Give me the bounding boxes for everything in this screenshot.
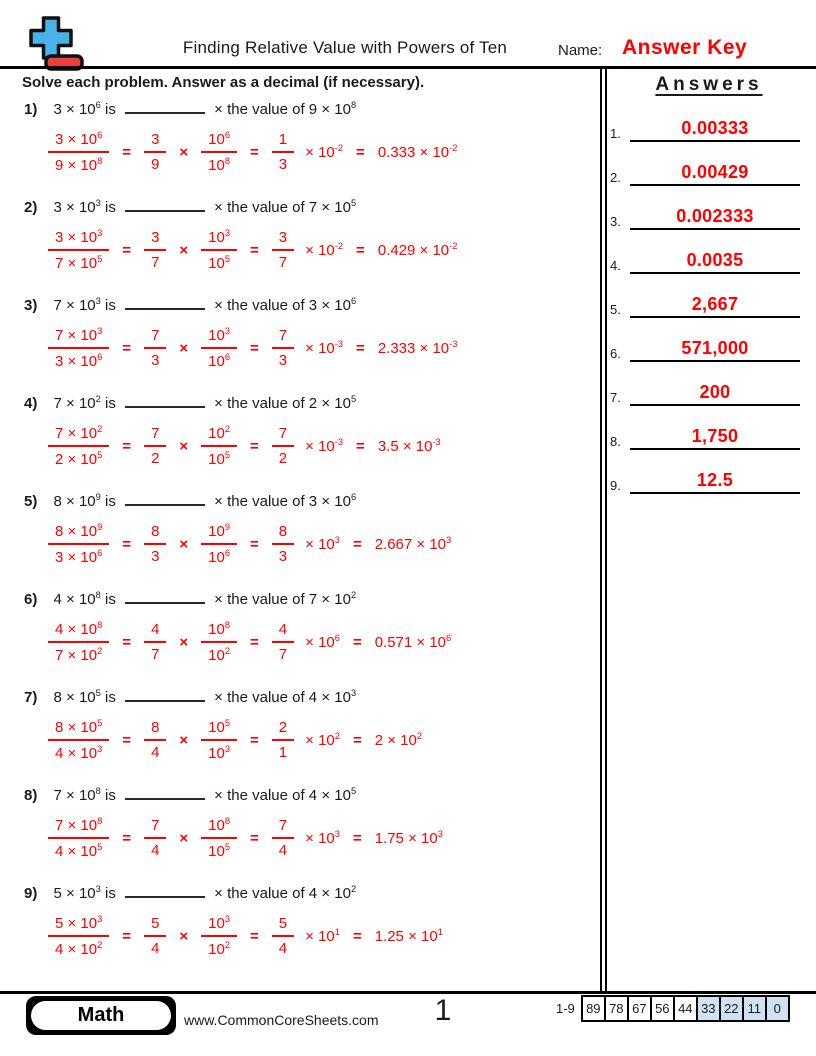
- fraction-simplified: [272, 229, 294, 272]
- solution-result: $3.5 \times 10^{-3}$: [377, 437, 441, 456]
- solution-result: $1.75 \times 10^3$: [374, 829, 443, 848]
- fraction-denominator: $3 \times 10^6$: [55, 548, 103, 567]
- question-line: [24, 100, 594, 124]
- fraction-denominator: 7: [151, 254, 160, 272]
- answer-blank-line: [125, 493, 205, 506]
- problem-number: 1): [24, 101, 38, 118]
- answer-blank-line: [125, 297, 205, 310]
- equals-sign: =: [250, 241, 259, 259]
- subject-badge: [26, 996, 176, 1035]
- answer-value: 0.0035: [686, 250, 744, 270]
- fraction-coefficients: [144, 229, 166, 272]
- equals-sign: =: [352, 535, 362, 553]
- equals-sign: =: [250, 535, 259, 553]
- equals-sign: =: [356, 241, 365, 259]
- times-sign: ×: [179, 927, 189, 945]
- times-sign: ×: [179, 437, 189, 455]
- times-sign: ×: [179, 731, 189, 749]
- solution-result: $2 \times 10^2$: [374, 731, 422, 750]
- answer-row: [610, 374, 808, 406]
- power-term: × $10^2$: [305, 731, 340, 750]
- equals-sign: =: [356, 339, 365, 357]
- fraction-powers: [201, 228, 237, 273]
- fraction-simplified: [272, 327, 294, 370]
- fraction-denominator: $10^5$: [208, 254, 231, 273]
- fraction-numerator: $10^6$: [201, 130, 237, 153]
- answers-heading: Answers: [655, 74, 763, 95]
- answer-line: [630, 294, 800, 318]
- answer-line: [630, 382, 800, 406]
- worked-solution: [48, 718, 594, 763]
- equals-sign: =: [352, 829, 362, 847]
- fraction-original: [48, 718, 109, 763]
- fraction-denominator: 3: [278, 548, 288, 566]
- fraction-denominator: $10^2$: [208, 940, 231, 959]
- question-right: × the value of $3 \times 10^6$: [214, 492, 357, 510]
- equals-sign: =: [250, 143, 259, 161]
- question-line: [24, 688, 594, 712]
- equals-sign: =: [250, 927, 259, 945]
- fraction-numerator: $5 \times 10^3$: [48, 914, 109, 937]
- header-rule: [0, 66, 816, 69]
- question-left: $3 \times 10^3$ is: [53, 198, 116, 216]
- answers-list: [610, 110, 808, 494]
- fraction-numerator: 5: [272, 915, 294, 937]
- power-term: × $10^1$: [305, 927, 340, 946]
- score-cell: 11: [742, 995, 767, 1022]
- answer-line: [630, 118, 800, 142]
- solution-result: $2.333 \times 10^{-3}$: [377, 339, 458, 358]
- problem-number: 2): [24, 199, 38, 216]
- answer-row: [610, 154, 808, 186]
- equals-sign: =: [122, 829, 132, 847]
- answer-number: 5.: [610, 302, 621, 317]
- equals-sign: =: [122, 927, 132, 945]
- equals-sign: =: [250, 731, 259, 749]
- problem-number: 5): [24, 493, 38, 510]
- equals-sign: =: [122, 437, 132, 455]
- answer-line: [630, 206, 800, 230]
- equals-sign: =: [356, 143, 365, 161]
- equals-sign: =: [352, 633, 362, 651]
- power-term: × $10^3$: [305, 829, 340, 848]
- equals-sign: =: [122, 241, 132, 259]
- equals-sign: =: [122, 731, 132, 749]
- fraction-simplified: [272, 817, 294, 860]
- answer-key-label: Answer Key: [622, 36, 748, 59]
- question-right: × the value of $4 \times 10^3$: [214, 688, 357, 706]
- solution-result: $0.429 \times 10^{-2}$: [377, 241, 458, 260]
- instructions-text: Solve each problem. Answer as a decimal (if necessary).: [22, 74, 425, 91]
- times-sign: ×: [179, 535, 189, 553]
- fraction-coefficients: [144, 523, 166, 566]
- fraction-numerator: $7 \times 10^8$: [48, 816, 109, 839]
- website-url: www.CommonCoreSheets.com: [184, 1012, 379, 1028]
- fraction-numerator: 7: [144, 327, 166, 349]
- fraction-coefficients: [144, 131, 166, 174]
- times-sign: ×: [179, 633, 189, 651]
- fraction-original: [48, 522, 109, 567]
- fraction-simplified: [272, 719, 294, 762]
- equals-sign: =: [250, 437, 259, 455]
- score-cell: 56: [650, 995, 675, 1022]
- answer-line: [630, 338, 800, 362]
- fraction-denominator: 3: [278, 156, 288, 174]
- fraction-original: [48, 130, 109, 175]
- answer-row: [610, 286, 808, 318]
- question-left: $7 \times 10^2$ is: [53, 394, 116, 412]
- answer-blank-line: [125, 199, 205, 212]
- plus-minus-logo: [24, 16, 88, 72]
- fraction-numerator: $10^5$: [201, 718, 237, 741]
- answer-number: 6.: [610, 346, 621, 361]
- problem: [24, 688, 594, 786]
- fraction-powers: [201, 326, 237, 371]
- fraction-simplified: [272, 523, 294, 566]
- answer-row: [610, 242, 808, 274]
- fraction-denominator: $4 \times 10^3$: [55, 744, 103, 763]
- question-line: [24, 198, 594, 222]
- fraction-numerator: 8: [144, 719, 166, 741]
- fraction-numerator: $10^8$: [201, 620, 237, 643]
- fraction-denominator: 4: [278, 842, 288, 860]
- score-cell: 44: [673, 995, 698, 1022]
- fraction-numerator: 4: [272, 621, 294, 643]
- fraction-numerator: 7: [272, 817, 294, 839]
- fraction-numerator: $3 \times 10^6$: [48, 130, 109, 153]
- fraction-denominator: $10^6$: [208, 352, 231, 371]
- equals-sign: =: [352, 927, 362, 945]
- fraction-numerator: 4: [144, 621, 166, 643]
- problem-number: 6): [24, 591, 38, 608]
- score-cell: 33: [696, 995, 721, 1022]
- power-term: × $10^{-3}$: [305, 437, 344, 456]
- score-cell: 89: [581, 995, 606, 1022]
- fraction-denominator: $3 \times 10^6$: [55, 352, 103, 371]
- fraction-denominator: 2: [278, 450, 288, 468]
- question-right: × the value of $7 \times 10^2$: [214, 590, 357, 608]
- fraction-numerator: 3: [272, 229, 294, 251]
- answer-number: 1.: [610, 126, 621, 141]
- answer-value: 0.00429: [681, 162, 749, 182]
- worked-solution: [48, 326, 594, 371]
- fraction-numerator: 7: [272, 327, 294, 349]
- times-sign: ×: [179, 143, 189, 161]
- fraction-numerator: $10^8$: [201, 816, 237, 839]
- problem: [24, 590, 594, 688]
- fraction-numerator: 1: [272, 131, 294, 153]
- fraction-numerator: $10^3$: [201, 326, 237, 349]
- column-divider: [600, 68, 607, 992]
- fraction-original: [48, 326, 109, 371]
- fraction-numerator: $10^3$: [201, 914, 237, 937]
- answer-blank-line: [125, 591, 205, 604]
- fraction-denominator: $7 \times 10^5$: [55, 254, 103, 273]
- answer-line: [630, 470, 800, 494]
- problem-number: 8): [24, 787, 38, 804]
- fraction-denominator: 2: [151, 450, 160, 468]
- fraction-denominator: 4: [151, 744, 160, 762]
- answer-number: 2.: [610, 170, 621, 185]
- question-left: $4 \times 10^8$ is: [53, 590, 116, 608]
- power-term: × $10^{-3}$: [305, 339, 344, 358]
- fraction-numerator: 8: [144, 523, 166, 545]
- answers-panel: [610, 74, 808, 494]
- plus-minus-icon: [24, 16, 88, 72]
- answer-line: [630, 162, 800, 186]
- question-right: × the value of $7 \times 10^5$: [214, 198, 357, 216]
- problem-number: 4): [24, 395, 38, 412]
- fraction-simplified: [272, 621, 294, 664]
- fraction-numerator: 7: [272, 425, 294, 447]
- answer-blank-line: [125, 787, 205, 800]
- answer-row: [610, 462, 808, 494]
- score-strip: [556, 995, 790, 1022]
- fraction-coefficients: [144, 817, 166, 860]
- question-right: × the value of $2 \times 10^5$: [214, 394, 357, 412]
- answer-line: [630, 426, 800, 450]
- answer-number: 3.: [610, 214, 621, 229]
- fraction-numerator: $10^2$: [201, 424, 237, 447]
- fraction-numerator: 3: [144, 229, 166, 251]
- fraction-powers: [201, 130, 237, 175]
- fraction-denominator: 4: [278, 940, 288, 958]
- fraction-denominator: $9 \times 10^8$: [55, 156, 103, 175]
- answer-number: 9.: [610, 478, 621, 493]
- answer-value: 0.002333: [676, 206, 754, 226]
- problem: [24, 786, 594, 884]
- answer-blank-line: [125, 395, 205, 408]
- equals-sign: =: [122, 535, 132, 553]
- worked-solution: [48, 130, 594, 175]
- fraction-original: [48, 816, 109, 861]
- solution-result: $2.667 \times 10^3$: [374, 535, 452, 554]
- answer-blank-line: [125, 689, 205, 702]
- fraction-coefficients: [144, 719, 166, 762]
- fraction-powers: [201, 424, 237, 469]
- equals-sign: =: [352, 731, 362, 749]
- fraction-numerator: $10^9$: [201, 522, 237, 545]
- fraction-coefficients: [144, 621, 166, 664]
- solution-result: $0.571 \times 10^6$: [374, 633, 452, 652]
- fraction-numerator: 2: [272, 719, 294, 741]
- fraction-denominator: $4 \times 10^5$: [55, 842, 103, 861]
- fraction-coefficients: [144, 425, 166, 468]
- question-right: × the value of $3 \times 10^6$: [214, 296, 357, 314]
- solution-result: $1.25 \times 10^1$: [374, 927, 443, 946]
- equals-sign: =: [356, 437, 365, 455]
- problem: [24, 492, 594, 590]
- fraction-numerator: $4 \times 10^8$: [48, 620, 109, 643]
- fraction-denominator: $4 \times 10^2$: [55, 940, 103, 959]
- fraction-denominator: 7: [278, 254, 288, 272]
- worked-solution: [48, 424, 594, 469]
- fraction-denominator: 4: [151, 940, 160, 958]
- answer-value: 0.00333: [681, 118, 749, 138]
- answer-number: 4.: [610, 258, 621, 273]
- score-cell: 78: [604, 995, 629, 1022]
- question-line: [24, 492, 594, 516]
- question-left: $7 \times 10^3$ is: [53, 296, 116, 314]
- score-cells: [583, 995, 790, 1022]
- fraction-simplified: [272, 425, 294, 468]
- power-term: × $10^{-2}$: [305, 241, 344, 260]
- fraction-powers: [201, 914, 237, 959]
- answer-number: 8.: [610, 434, 621, 449]
- equals-sign: =: [122, 339, 132, 357]
- question-left: $3 \times 10^6$ is: [53, 100, 116, 118]
- fraction-original: [48, 620, 109, 665]
- answer-blank-line: [125, 885, 205, 898]
- problem: [24, 296, 594, 394]
- solution-result: $0.333 \times 10^{-2}$: [377, 143, 458, 162]
- question-line: [24, 786, 594, 810]
- fraction-denominator: $10^3$: [208, 744, 231, 763]
- answer-value: 12.5: [696, 470, 734, 490]
- fraction-numerator: 7: [144, 425, 166, 447]
- power-term: × $10^3$: [305, 535, 340, 554]
- power-term: × $10^{-2}$: [305, 143, 344, 162]
- equals-sign: =: [250, 829, 259, 847]
- fraction-denominator: 3: [151, 352, 160, 370]
- fraction-denominator: $10^2$: [208, 646, 231, 665]
- question-line: [24, 884, 594, 908]
- problem: [24, 198, 594, 296]
- question-right: × the value of $4 \times 10^5$: [214, 786, 357, 804]
- answer-number: 7.: [610, 390, 621, 405]
- fraction-denominator: $10^5$: [208, 842, 231, 861]
- problem: [24, 394, 594, 492]
- problem: [24, 100, 594, 198]
- answer-row: [610, 418, 808, 450]
- worked-solution: [48, 816, 594, 861]
- problem-number: 7): [24, 689, 38, 706]
- fraction-numerator: 3: [144, 131, 166, 153]
- fraction-numerator: $8 \times 10^9$: [48, 522, 109, 545]
- fraction-powers: [201, 620, 237, 665]
- fraction-numerator: $8 \times 10^5$: [48, 718, 109, 741]
- answer-value: 2,667: [691, 294, 739, 314]
- question-line: [24, 296, 594, 320]
- answer-row: [610, 110, 808, 142]
- page-number: 1: [434, 994, 452, 1027]
- fraction-denominator: $7 \times 10^2$: [55, 646, 103, 665]
- answer-blank-line: [125, 101, 205, 114]
- fraction-simplified: [272, 915, 294, 958]
- fraction-original: [48, 424, 109, 469]
- fraction-numerator: $3 \times 10^3$: [48, 228, 109, 251]
- equals-sign: =: [122, 143, 132, 161]
- question-left: $7 \times 10^8$ is: [53, 786, 116, 804]
- times-sign: ×: [179, 339, 189, 357]
- answer-value: 200: [699, 382, 731, 402]
- fraction-numerator: 7: [144, 817, 166, 839]
- fraction-denominator: 7: [151, 646, 160, 664]
- score-cell: 0: [765, 995, 790, 1022]
- worked-solution: [48, 914, 594, 959]
- fraction-denominator: 7: [278, 646, 288, 664]
- answer-row: [610, 330, 808, 362]
- worked-solution: [48, 228, 594, 273]
- question-left: $5 \times 10^3$ is: [53, 884, 116, 902]
- fraction-denominator: 3: [278, 352, 288, 370]
- question-right: × the value of $9 \times 10^8$: [214, 100, 357, 118]
- equals-sign: =: [122, 633, 132, 651]
- problem-list: [24, 100, 594, 982]
- fraction-denominator: 9: [151, 156, 160, 174]
- fraction-coefficients: [144, 327, 166, 370]
- name-label: Name:: [558, 42, 603, 59]
- worked-solution: [48, 522, 594, 567]
- fraction-powers: [201, 718, 237, 763]
- question-line: [24, 394, 594, 418]
- fraction-coefficients: [144, 915, 166, 958]
- problem: [24, 884, 594, 982]
- worked-solution: [48, 620, 594, 665]
- times-sign: ×: [179, 241, 189, 259]
- fraction-denominator: $10^5$: [208, 450, 231, 469]
- fraction-original: [48, 228, 109, 273]
- fraction-numerator: $7 \times 10^2$: [48, 424, 109, 447]
- problem-number: 3): [24, 297, 38, 314]
- fraction-numerator: $10^3$: [201, 228, 237, 251]
- times-sign: ×: [179, 829, 189, 847]
- score-cell: 67: [627, 995, 652, 1022]
- fraction-denominator: 1: [278, 744, 288, 762]
- question-left: $8 \times 10^9$ is: [53, 492, 116, 510]
- question-line: [24, 590, 594, 614]
- equals-sign: =: [250, 339, 259, 357]
- subject-label: Math: [31, 1001, 171, 1030]
- fraction-denominator: 4: [151, 842, 160, 860]
- question-right: × the value of $4 \times 10^2$: [214, 884, 357, 902]
- page-title: Finding Relative Value with Powers of Ten: [182, 38, 508, 57]
- question-left: $8 \times 10^5$ is: [53, 688, 116, 706]
- fraction-simplified: [272, 131, 294, 174]
- answer-row: [610, 198, 808, 230]
- power-term: × $10^6$: [305, 633, 340, 652]
- fraction-numerator: 8: [272, 523, 294, 545]
- answer-value: 571,000: [681, 338, 749, 358]
- equals-sign: =: [250, 633, 259, 651]
- score-cell: 22: [719, 995, 744, 1022]
- fraction-denominator: $2 \times 10^5$: [55, 450, 103, 469]
- fraction-denominator: 3: [151, 548, 160, 566]
- problem-number: 9): [24, 885, 38, 902]
- answer-line: [630, 250, 800, 274]
- fraction-numerator: $7 \times 10^3$: [48, 326, 109, 349]
- fraction-powers: [201, 816, 237, 861]
- fraction-denominator: $10^6$: [208, 548, 231, 567]
- answer-value: 1,750: [691, 426, 739, 446]
- fraction-powers: [201, 522, 237, 567]
- score-range-label: 1-9: [556, 1001, 575, 1016]
- fraction-numerator: 5: [144, 915, 166, 937]
- fraction-denominator: $10^8$: [208, 156, 231, 175]
- fraction-original: [48, 914, 109, 959]
